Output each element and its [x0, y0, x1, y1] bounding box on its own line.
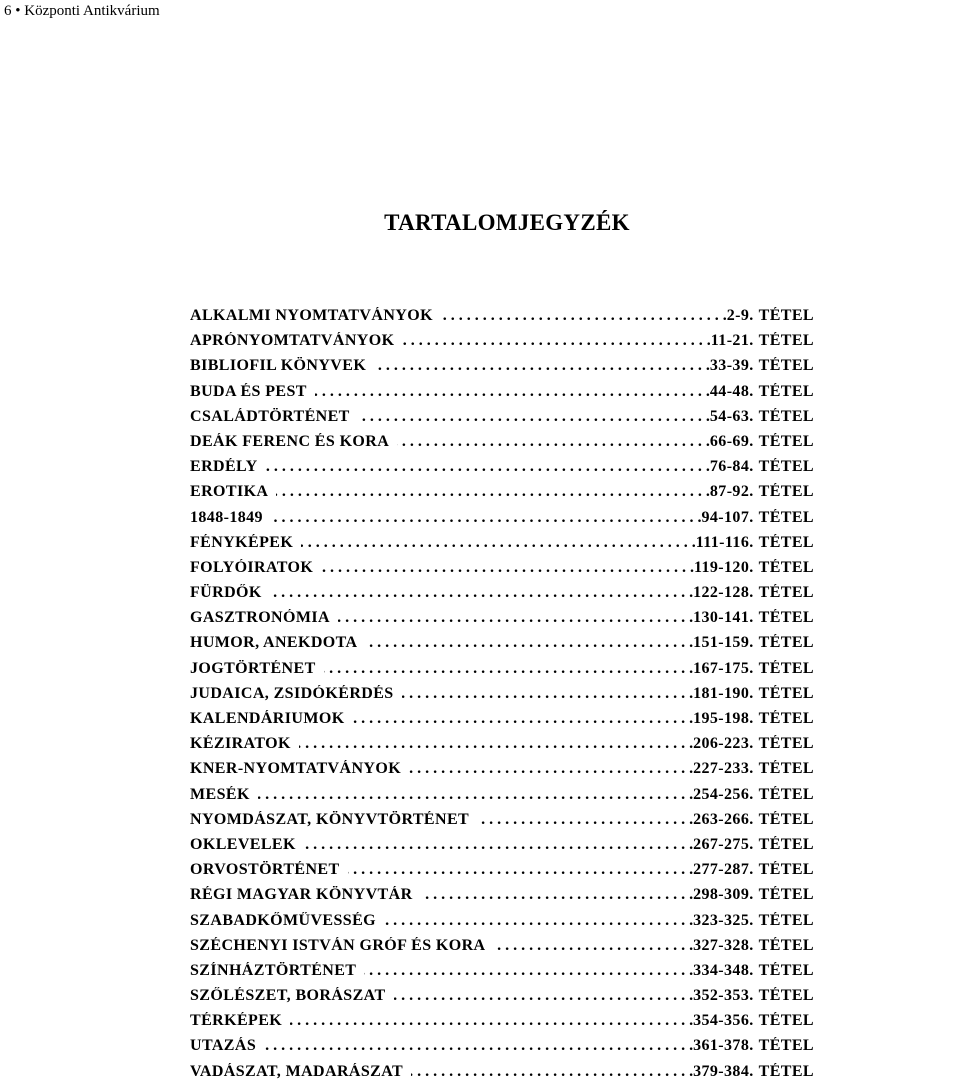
toc-entry — [190, 584, 814, 609]
toc-entry-unit: TÉTEL — [758, 432, 814, 450]
dot-leader — [384, 912, 693, 930]
dot-leader — [394, 987, 694, 1005]
dot-leader — [304, 836, 693, 854]
toc-entry-unit: TÉTEL — [758, 659, 814, 677]
toc-entry — [190, 735, 814, 760]
toc-entry-range: 111-116. — [695, 533, 754, 551]
toc-entry-unit: TÉTEL — [758, 936, 814, 954]
toc-entry-label: SZÉCHENYI ISTVÁN GRÓF ÉS KORA — [190, 936, 486, 954]
toc-entry-unit: TÉTEL — [758, 886, 814, 904]
toc-entry-range: 323-325. — [693, 911, 754, 929]
toc-entry-range: 54-63. — [709, 407, 754, 425]
toc-entry-unit: TÉTEL — [758, 508, 814, 526]
toc-entry-range: 334-348. — [693, 961, 754, 979]
toc-entry — [190, 786, 814, 811]
toc-entry-label: UTAZÁS — [190, 1037, 257, 1055]
toc-entry-range: 354-356. — [693, 1012, 754, 1030]
toc-entry-unit: TÉTEL — [758, 961, 814, 979]
toc-entry-range: 263-266. — [693, 810, 754, 828]
toc-entry — [190, 433, 814, 458]
toc-entry-unit: TÉTEL — [758, 357, 814, 375]
toc-entry-label: KALENDÁRIUMOK — [190, 710, 345, 727]
publisher-name: Központi Antikvárium — [24, 3, 160, 19]
toc-entry-unit: TÉTEL — [758, 609, 814, 627]
toc-entry-label: NYOMDÁSZAT, KÖNYVTÖRTÉNET — [190, 810, 470, 828]
toc-entry-label: HUMOR, ANEKDOTA — [190, 634, 358, 652]
toc-entry — [190, 534, 814, 559]
dot-leader — [264, 1037, 693, 1055]
toc-entry-label: KÉZIRATOK — [190, 735, 291, 753]
toc-entry — [190, 1037, 814, 1062]
toc-entry — [190, 987, 814, 1012]
toc-entry-range: 33-39. — [709, 357, 754, 375]
toc-entry-label: GASZTRONÓMIA — [190, 609, 330, 627]
dot-leader — [338, 609, 693, 627]
dot-leader — [358, 408, 710, 426]
toc-entry-unit: TÉTEL — [758, 1037, 814, 1055]
toc-entry-unit: TÉTEL — [758, 634, 814, 652]
toc-entry-label: VADÁSZAT, MADARÁSZAT — [190, 1062, 404, 1080]
toc-entry — [190, 483, 814, 508]
toc-entry-range: 66-69. — [709, 432, 754, 450]
toc-entry-label: FOLYÓIRATOK — [190, 558, 314, 576]
dot-leader — [301, 534, 696, 552]
toc-entry-range: 119-120. — [693, 558, 754, 576]
toc-entry-label: MESÉK — [190, 785, 250, 803]
dot-leader — [315, 383, 710, 401]
toc-entry-range: 151-159. — [693, 634, 754, 652]
toc-entry — [190, 710, 814, 735]
toc-entry-unit: TÉTEL — [758, 810, 814, 828]
toc-entry — [190, 609, 814, 634]
toc-entry-label: JUDAICA, ZSIDÓKÉRDÉS — [190, 684, 394, 702]
toc-entry-unit: TÉTEL — [758, 760, 814, 778]
toc-entry — [190, 836, 814, 861]
dot-leader — [276, 483, 710, 501]
toc-entry — [190, 559, 814, 584]
toc-entry-range: 76-84. — [709, 458, 754, 476]
toc-entry-range: 87-92. — [709, 483, 754, 501]
toc-entry-unit: TÉTEL — [758, 1062, 814, 1080]
toc-entry-unit: TÉTEL — [758, 407, 814, 425]
toc-entry-range: 277-287. — [693, 861, 754, 879]
toc-entry-unit: TÉTEL — [758, 382, 814, 400]
toc-entry-unit: TÉTEL — [758, 584, 814, 602]
toc-entry — [190, 458, 814, 483]
dot-leader — [374, 357, 710, 375]
toc-entry-range: 206-223. — [693, 735, 754, 753]
toc-entry-label: 1848-1849 — [190, 508, 263, 526]
toc-entry-range: 2-9. — [726, 307, 754, 324]
toc-entry-label: CSALÁDTÖRTÉNET — [190, 407, 350, 425]
dot-leader — [441, 307, 727, 325]
dot-leader — [271, 509, 702, 527]
toc-entry-range: 94-107. — [701, 508, 754, 526]
toc-entry-unit: TÉTEL — [758, 1012, 814, 1030]
toc-entry-label: OKLEVELEK — [190, 835, 296, 853]
dot-leader — [397, 433, 710, 451]
dot-leader — [421, 886, 694, 904]
toc-entry-range: 167-175. — [693, 659, 754, 677]
dot-leader — [348, 861, 694, 879]
toc-entry — [190, 937, 814, 962]
dot-leader — [494, 937, 694, 955]
toc-entry-label: TÉRKÉPEK — [190, 1012, 283, 1030]
toc-entry — [190, 634, 814, 659]
toc-entry-label: SZÍNHÁZTÖRTÉNET — [190, 961, 357, 979]
dot-leader — [365, 634, 693, 652]
toc-entry-range: 327-328. — [693, 936, 754, 954]
toc-entry — [190, 912, 814, 937]
toc-entry — [190, 685, 814, 710]
dot-leader — [258, 786, 693, 804]
toc-entry-label: APRÓNYOMTATVÁNYOK — [190, 332, 395, 350]
toc-entry-label: FÉNYKÉPEK — [190, 533, 294, 551]
toc-entry-label: SZŐLÉSZET, BORÁSZAT — [190, 987, 386, 1005]
toc-entry — [190, 811, 814, 836]
toc-entry-label: DEÁK FERENC ÉS KORA — [190, 432, 390, 450]
dot-leader — [409, 760, 693, 778]
dot-leader — [402, 332, 710, 350]
bullet-separator: • — [15, 3, 21, 19]
toc-entry — [190, 660, 814, 685]
toc-entry-range: 352-353. — [693, 987, 754, 1005]
toc-entry-range: 44-48. — [709, 382, 754, 400]
toc-entry-label: SZABADKŐMŰVESSÉG — [190, 911, 376, 929]
running-header — [4, 2, 160, 20]
toc-entry-unit: TÉTEL — [758, 458, 814, 476]
toc-entry — [190, 408, 814, 433]
toc-entry — [190, 383, 814, 408]
dot-leader — [290, 1012, 693, 1030]
toc-entry — [190, 760, 814, 785]
toc-entry-range: 130-141. — [693, 609, 754, 627]
toc-entry — [190, 861, 814, 886]
toc-entry — [190, 962, 814, 987]
toc-entry-range: 181-190. — [693, 684, 754, 702]
toc-entry-range: 361-378. — [693, 1037, 754, 1055]
dot-leader — [266, 458, 710, 476]
dot-leader — [402, 685, 694, 703]
toc-entry-label: ALKALMI NYOMTATVÁNYOK — [190, 307, 433, 324]
toc-entry-label: RÉGI MAGYAR KÖNYVTÁR — [190, 886, 413, 904]
toc-entry — [190, 357, 814, 382]
page-title: TARTALOMJEGYZÉK — [384, 210, 630, 235]
toc-entry-label: KNER-NYOMTATVÁNYOK — [190, 760, 402, 778]
dot-leader — [299, 735, 693, 753]
table-of-contents — [190, 307, 814, 1088]
toc-entry — [190, 886, 814, 911]
toc-entry — [190, 1063, 814, 1088]
toc-entry-unit: TÉTEL — [758, 332, 814, 350]
toc-entry-range: 379-384. — [693, 1062, 754, 1080]
toc-entry — [190, 1012, 814, 1037]
toc-entry-unit: TÉTEL — [758, 785, 814, 803]
toc-entry — [190, 307, 814, 332]
toc-entry-label: ORVOSTÖRTÉNET — [190, 861, 340, 879]
dot-leader — [411, 1063, 693, 1081]
toc-entry-range: 227-233. — [693, 760, 754, 778]
toc-entry-label: EROTIKA — [190, 483, 269, 501]
page-number: 6 — [4, 3, 12, 19]
toc-entry-unit: TÉTEL — [758, 835, 814, 853]
toc-entry-label: ERDÉLY — [190, 458, 258, 476]
dot-leader — [324, 660, 693, 678]
toc-entry-range: 122-128. — [693, 584, 754, 602]
toc-entry-range: 195-198. — [693, 710, 754, 727]
toc-entry-range: 11-21. — [710, 332, 754, 350]
toc-entry-label: FÜRDŐK — [190, 584, 262, 602]
toc-entry-unit: TÉTEL — [758, 533, 814, 551]
dot-leader — [477, 811, 693, 829]
toc-entry-unit: TÉTEL — [758, 735, 814, 753]
toc-entry-unit: TÉTEL — [758, 558, 814, 576]
toc-entry-label: BUDA ÉS PEST — [190, 382, 307, 400]
dot-leader — [270, 584, 693, 602]
dot-leader — [321, 559, 694, 577]
toc-entry — [190, 332, 814, 357]
dot-leader — [364, 962, 693, 980]
toc-entry-unit: TÉTEL — [758, 861, 814, 879]
toc-entry — [190, 509, 814, 534]
toc-entry-unit: TÉTEL — [758, 483, 814, 501]
toc-entry-range: 298-309. — [693, 886, 754, 904]
toc-entry-unit: TÉTEL — [758, 307, 814, 324]
toc-entry-unit: TÉTEL — [758, 710, 814, 727]
toc-entry-label: JOGTÖRTÉNET — [190, 659, 316, 677]
toc-entry-range: 267-275. — [693, 835, 754, 853]
dot-leader — [353, 710, 694, 728]
toc-entry-unit: TÉTEL — [758, 911, 814, 929]
toc-entry-label: BIBLIOFIL KÖNYVEK — [190, 357, 367, 375]
toc-entry-unit: TÉTEL — [758, 987, 814, 1005]
toc-entry-unit: TÉTEL — [758, 684, 814, 702]
toc-entry-range: 254-256. — [693, 785, 754, 803]
